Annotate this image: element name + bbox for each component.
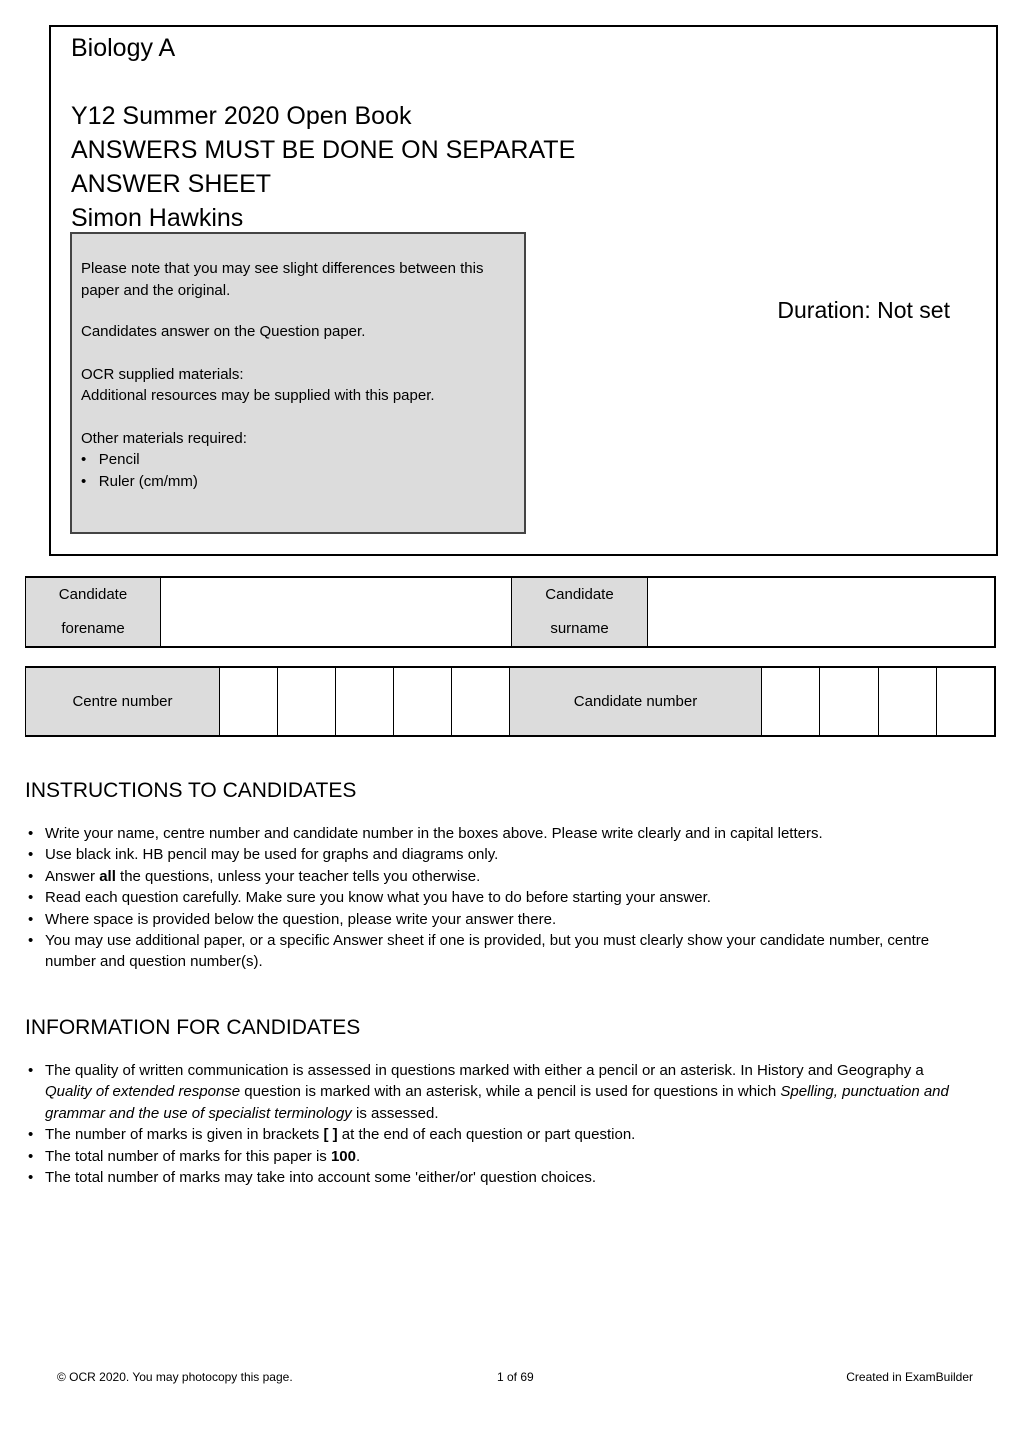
forename-field[interactable] [161,577,512,647]
other-materials-item: • Ruler (cm/mm) [81,473,198,490]
information-list [25,1060,965,1188]
candidate-number-label: Candidate number [510,667,762,736]
surname-field[interactable] [648,577,996,647]
centre-number-digit[interactable] [452,667,510,736]
other-materials-item: • Pencil [81,451,140,468]
candidate-number-digit[interactable] [937,667,995,736]
candidate-name-table [25,576,996,648]
list-item: • The number of marks is given in brackets [ ] at the end of each question or part question. [25,1124,965,1145]
info-box [70,232,526,534]
candidate-number-digit[interactable] [820,667,878,736]
list-item: • Read each question carefully. Make sure you know what you have to do before starting your answer. [25,887,965,908]
created-in: Created in ExamBuilder [846,1370,973,1384]
forename-label: Candidate forename [26,577,161,647]
duration-label: Duration: [777,297,871,323]
duration [777,297,950,324]
paper-title-line: ANSWER SHEET [71,170,272,198]
centre-number-digit[interactable] [336,667,394,736]
list-item: • Use black ink. HB pencil may be used for graphs and diagrams only. [25,844,965,865]
author-name: Simon Hawkins [71,204,244,232]
surname-label: Candidate surname [512,577,648,647]
instructions-heading: INSTRUCTIONS TO CANDIDATES [25,779,357,802]
candidate-number-digit[interactable] [878,667,936,736]
list-item: • Where space is provided below the question, please write your answer there. [25,909,965,930]
instructions-list [25,823,965,973]
duration-value: Not set [877,297,950,323]
page-number: 1 of 69 [497,1370,534,1384]
list-item: • You may use additional paper, or a specific Answer sheet if one is provided, but you must clearly show your candidate number, centre number and question number(s). [25,930,965,973]
ocr-materials-text: Additional resources may be supplied with this paper. [81,387,435,404]
list-item: • The total number of marks for this paper is 100. [25,1146,965,1167]
centre-number-digit[interactable] [394,667,452,736]
ocr-materials-heading: OCR supplied materials: [81,366,244,383]
centre-number-digit[interactable] [220,667,278,736]
cover-box [49,25,998,556]
information-heading: INFORMATION FOR CANDIDATES [25,1016,361,1039]
other-materials-heading: Other materials required: [81,430,247,447]
item-pencil: Pencil [98,451,140,468]
answer-on-text: Candidates answer on the Question paper. [81,323,366,340]
centre-number-digit[interactable] [278,667,336,736]
centre-number-label: Centre number [26,667,220,736]
list-item: • The quality of written communication is assessed in questions marked with either a pencil or an asterisk. In History and Geography a Quality of extended response question is marked with an asterisk, while a pencil is used for questions in which Spelling, punctuation and grammar and the use of specialist terminology is assessed. [25,1060,965,1124]
list-item: • The total number of marks may take into account some 'either/or' question choices. [25,1167,965,1188]
list-item: • Answer all the questions, unless your teacher tells you otherwise. [25,866,965,887]
item-ruler: Ruler (cm/mm) [98,473,198,490]
paper-title: Y12 Summer 2020 Open Book [71,102,412,130]
copyright: © OCR 2020. You may photocopy this page. [57,1370,293,1384]
candidate-number-table [25,666,996,737]
note-text: Please note that you may see slight differences between this paper and the original. [81,260,484,299]
paper-title-line: ANSWERS MUST BE DONE ON SEPARATE [71,136,576,164]
candidate-number-digit[interactable] [762,667,820,736]
list-item: • Write your name, centre number and candidate number in the boxes above. Please write clearly and in capital letters. [25,823,965,844]
subject-title: Biology A [71,34,176,62]
